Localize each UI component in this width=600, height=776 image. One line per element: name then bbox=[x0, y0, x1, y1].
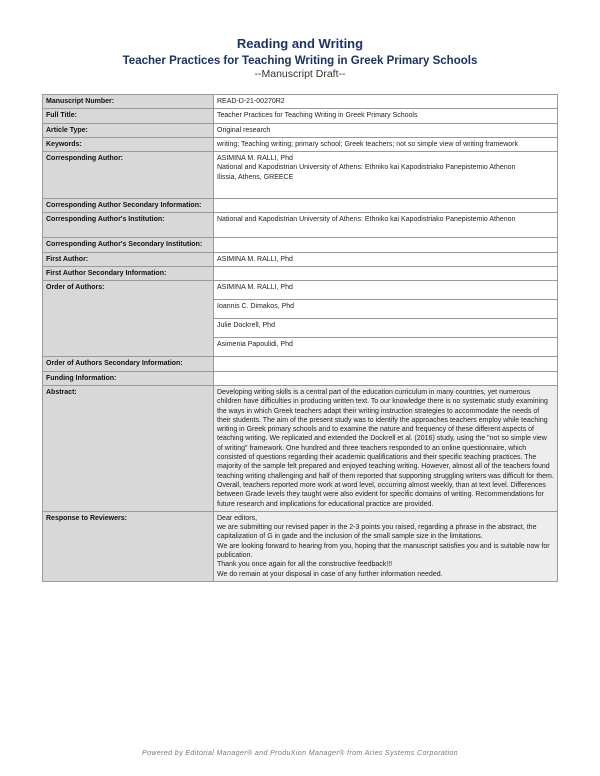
footer-credit: Powered by Editorial Manager® and ProduXion Manager® from Aries Systems Corporation bbox=[142, 750, 458, 757]
funding-information-label: Funding Information: bbox=[43, 371, 214, 385]
keywords-label: Keywords: bbox=[43, 137, 214, 151]
corresponding-author-secondary-institution-value bbox=[214, 238, 558, 252]
first-author-value: ASIMINA M. RALLI, Phd bbox=[214, 252, 558, 266]
table-row bbox=[43, 238, 558, 252]
table-row bbox=[43, 152, 558, 199]
table-row bbox=[43, 199, 558, 213]
corresponding-author-institution-value: National and Kapodistrian University of Athens: Ethniko kai Kapodistriako Panepistemio Athenon bbox=[214, 213, 558, 238]
full-title-value: Teacher Practices for Teaching Writing in Greek Primary Schools bbox=[214, 109, 558, 123]
table-row bbox=[43, 281, 558, 300]
article-type-label: Article Type: bbox=[43, 123, 214, 137]
author-entry: ASIMINA M. RALLI, Phd bbox=[214, 281, 558, 300]
author-entry: Julie Dockrell, Phd bbox=[214, 319, 558, 338]
response-line: We do remain at your disposal in case of any further information needed. bbox=[217, 570, 443, 578]
first-author-label: First Author: bbox=[43, 252, 214, 266]
table-row bbox=[43, 511, 558, 581]
corresponding-author-secondary-institution-label: Corresponding Author's Secondary Institution: bbox=[43, 238, 214, 252]
manuscript-title: Teacher Practices for Teaching Writing in Greek Primary Schools bbox=[122, 55, 478, 67]
table-row bbox=[43, 123, 558, 137]
abstract-value: Developing writing skills is a central part of the education curriculum in many countries, yet numerous children have difficulties in producing written text. To our knowledge there is no systematic study examining the ways in which Greek teachers adapt their writing instruction strategies to accommodate the needs of their students. The aim of the present study was to identify the approaches teachers employ while teaching writing in Greek primary schools and to examine the nature and frequency of these different aspects of teaching writing. We replicated and extended the Dockrell et al. (2016) study, using the "not so simple view of writing" framework. One hundred and three teachers responded to an online questionnaire, which consisted of questions regarding their academic qualifications and their specific teaching practices. The majority of the sample felt prepared and enjoyed teaching writing. However, almost all of the teachers found teaching writing challenging and half of them reported that supporting struggling writers was difficult for them. Overall, teachers reported more work at word level, occurring almost weekly, than at text level. Differences between Grade levels they taught were also evident for specific domains of writing. Recommendations for future research and implications for educational practice are provided. bbox=[214, 385, 558, 511]
corresponding-author-location: Ilissia, Athens, GREECE bbox=[217, 173, 294, 181]
corresponding-author-secondary-label: Corresponding Author Secondary Information: bbox=[43, 199, 214, 213]
table-row bbox=[43, 109, 558, 123]
response-line: we are submitting our revised paper in the 2-3 points you raised, regarding a phrase in the abstract, the capitalization of G in gade and the inclusion of the small sample size in the limitations. bbox=[217, 524, 537, 541]
order-of-authors-secondary-value bbox=[214, 357, 558, 371]
manuscript-number-value: READ-D-21-00270R2 bbox=[214, 95, 558, 109]
article-type-value: Original research bbox=[214, 123, 558, 137]
table-row bbox=[43, 267, 558, 281]
first-author-secondary-label: First Author Secondary Information: bbox=[43, 267, 214, 281]
manuscript-number-label: Manuscript Number: bbox=[43, 95, 214, 109]
table-row bbox=[43, 95, 558, 109]
submission-details-table bbox=[42, 94, 558, 582]
funding-information-value bbox=[214, 371, 558, 385]
table-row bbox=[43, 385, 558, 511]
order-of-authors-secondary-label: Order of Authors Secondary Information: bbox=[43, 357, 214, 371]
response-to-reviewers-value bbox=[214, 511, 558, 581]
table-row bbox=[43, 213, 558, 238]
response-line: Dear editors, bbox=[217, 514, 258, 522]
document-header bbox=[0, 36, 600, 80]
table-row bbox=[43, 357, 558, 371]
draft-label: --Manuscript Draft-- bbox=[254, 68, 346, 80]
order-of-authors-label: Order of Authors: bbox=[43, 281, 214, 357]
response-to-reviewers-label: Response to Reviewers: bbox=[43, 511, 214, 581]
first-author-secondary-value bbox=[214, 267, 558, 281]
table-row bbox=[43, 371, 558, 385]
author-entry: Asimenia Papoulidi, Phd bbox=[214, 338, 558, 357]
response-line: We are looking forward to hearing from you, hoping that the manuscript satisfies you and is suitable now for publication. bbox=[217, 542, 550, 560]
author-entry: Ioannis C. Dimakos, Phd bbox=[214, 300, 558, 319]
journal-title: Reading and Writing bbox=[236, 36, 364, 51]
keywords-value: writing; Teaching writing; primary school; Greek teachers; not so simple view of writing framework bbox=[214, 137, 558, 151]
corresponding-author-secondary-value bbox=[214, 199, 558, 213]
corresponding-author-label: Corresponding Author: bbox=[43, 152, 214, 199]
response-line: Thank you once again for all the constructive feedback!!! bbox=[217, 561, 393, 569]
table-row bbox=[43, 252, 558, 266]
corresponding-author-affiliation: National and Kapodistrian University of Athens: Ethniko kai Kapodistriako Panepistemio Athenon bbox=[217, 164, 516, 172]
corresponding-author-value bbox=[214, 152, 558, 199]
table-row bbox=[43, 137, 558, 151]
corresponding-author-name: ASIMINA M. RALLI, Phd bbox=[217, 155, 293, 163]
abstract-label: Abstract: bbox=[43, 385, 214, 511]
full-title-label: Full Title: bbox=[43, 109, 214, 123]
corresponding-author-institution-label: Corresponding Author's Institution: bbox=[43, 213, 214, 238]
